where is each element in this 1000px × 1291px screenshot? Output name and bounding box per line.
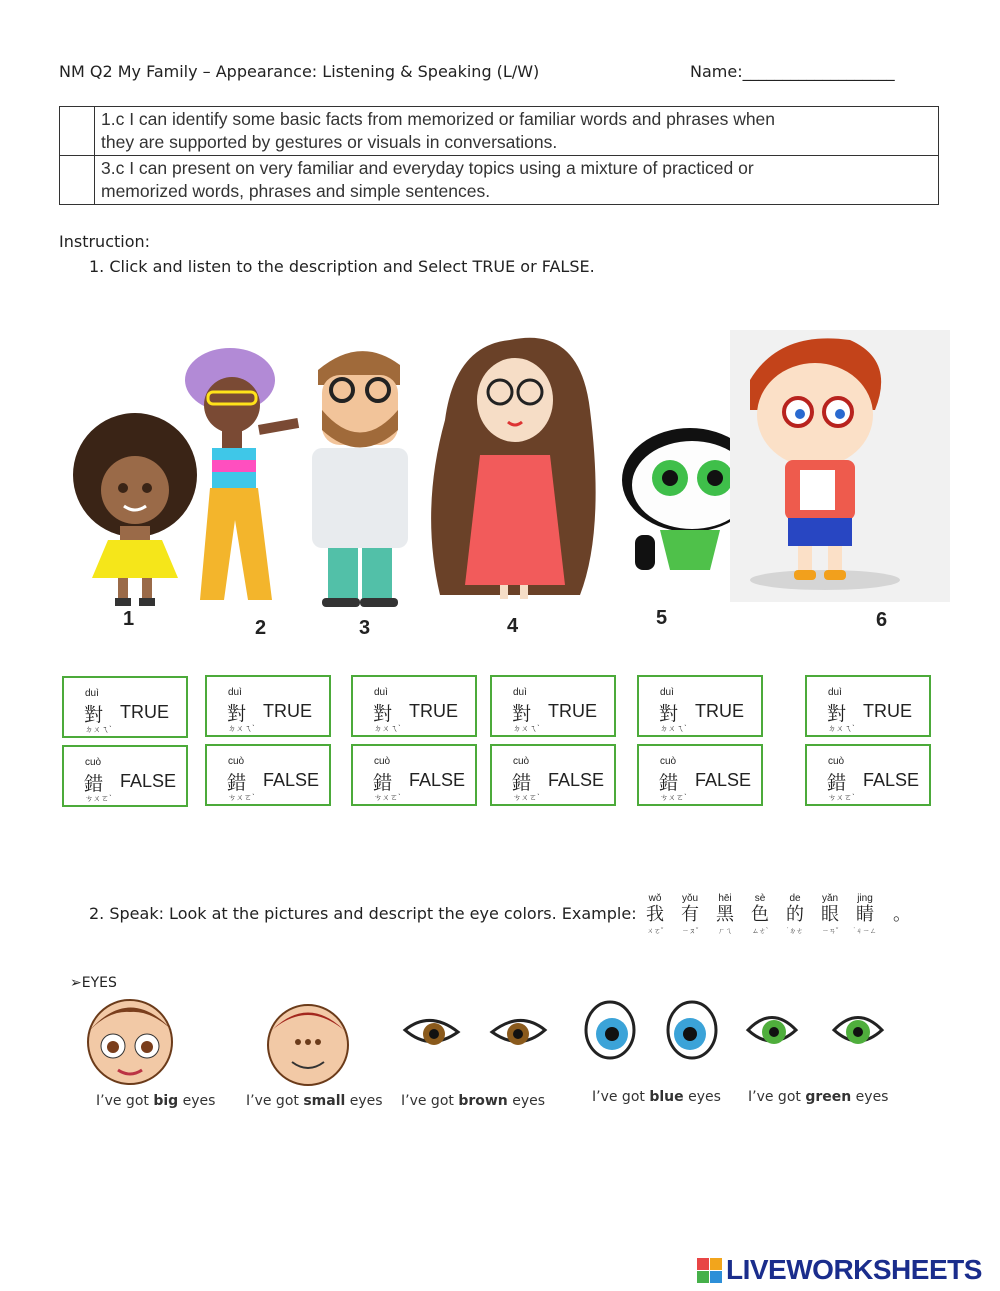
pinyin: duì [660, 687, 674, 698]
big-eyes-face [88, 1000, 172, 1084]
pinyin: duì [828, 687, 842, 698]
zhuyin: ㄉㄨㄟˋ [374, 724, 401, 733]
caption-text: eyes [178, 1093, 216, 1109]
statement-line: they are supported by gestures or visuals in conversations. [101, 132, 558, 152]
statement-line: 3.c I can present on very familiar and everyday topics using a mixture of practiced or [101, 158, 754, 178]
example-word [748, 893, 772, 936]
pinyin: cuò [85, 757, 102, 768]
false-option-1[interactable] [62, 745, 188, 807]
hanzi: 眼 [821, 904, 839, 925]
zhuyin: ˙ㄐㄧㄥ [853, 928, 877, 935]
pinyin: duì [228, 687, 242, 698]
eyes-heading: ➢EYES [70, 975, 117, 991]
zhuyin: ㄘㄨㄛˋ [660, 793, 687, 802]
true-option-1[interactable] [62, 676, 188, 738]
can-do-row [60, 107, 939, 156]
zhuyin: ㄉㄨㄟˋ [513, 724, 540, 733]
false-option-3[interactable] [351, 744, 477, 806]
hanzi: 對 [659, 703, 679, 725]
pinyin: cuò [828, 756, 845, 767]
logo-tiles-icon [697, 1258, 722, 1283]
false-label: FALSE [695, 770, 752, 790]
character-3-figure [312, 351, 408, 607]
zhuyin: ㄉㄨㄟˋ [828, 724, 855, 733]
eye-caption-blue [592, 1089, 721, 1105]
false-option-6[interactable] [805, 744, 931, 806]
example-word [783, 893, 807, 936]
hanzi: 錯 [659, 772, 679, 794]
true-label: TRUE [263, 701, 312, 721]
characters-illustration [60, 330, 955, 630]
statement-line: memorized words, phrases and simple sentences. [101, 181, 491, 201]
instruction-step-2: 2. Speak: Look at the pictures and descript the eye colors. Example: [89, 904, 637, 923]
zhuyin: ㄉㄨㄟˋ [228, 724, 255, 733]
figure-number: 1 [123, 608, 135, 630]
can-do-check-cell[interactable] [60, 107, 95, 156]
hanzi: 錯 [512, 772, 532, 794]
name-field[interactable]: Name:___________________ [690, 62, 895, 81]
sentence-end-mark: 。 [893, 904, 911, 924]
true-label: TRUE [863, 701, 912, 721]
zhuyin: ㄘㄨㄛˋ [374, 793, 401, 802]
instruction-step-1: 1. Click and listen to the description and Select TRUE or FALSE. [89, 257, 595, 276]
hanzi: 有 [681, 904, 699, 925]
can-do-statement [95, 107, 939, 156]
can-do-table [59, 106, 939, 205]
caption-text: eyes [851, 1089, 889, 1105]
pinyin: cuò [228, 756, 245, 767]
caption-text: I’ve got [96, 1093, 154, 1109]
false-label: FALSE [863, 770, 920, 790]
can-do-statement [95, 156, 939, 205]
true-option-6[interactable] [805, 675, 931, 737]
zhuyin: ㄘㄨㄛˋ [828, 793, 855, 802]
zhuyin: ㄏㄟ [718, 928, 732, 935]
pinyin: yǎn [821, 893, 839, 904]
example-word [678, 893, 702, 936]
hanzi: 錯 [373, 772, 393, 794]
statement-line: 1.c I can identify some basic facts from memorized or familiar words and phrases when [101, 109, 776, 129]
hanzi: 對 [227, 703, 247, 725]
pinyin: de [789, 893, 801, 904]
pinyin: cuò [374, 756, 391, 767]
instruction-label: Instruction: [59, 232, 151, 251]
hanzi: 色 [751, 904, 769, 925]
zhuyin: ㄘㄨㄛˋ [85, 794, 112, 803]
false-label: FALSE [548, 770, 605, 790]
pinyin: duì [374, 687, 388, 698]
pinyin: hēi [718, 893, 732, 904]
caption-text: I’ve got [748, 1089, 806, 1105]
true-option-3[interactable] [351, 675, 477, 737]
example-word [643, 893, 667, 936]
figure-number: 2 [255, 617, 267, 639]
zhuyin: ㄘㄨㄛˋ [228, 793, 255, 802]
character-4-figure [431, 338, 596, 599]
zhuyin: ㄙㄜˋ [751, 928, 769, 935]
can-do-row [60, 156, 939, 205]
character-2-figure [185, 348, 299, 600]
true-label: TRUE [548, 701, 597, 721]
hanzi: 錯 [827, 772, 847, 794]
eye-caption-green [748, 1089, 888, 1105]
true-option-5[interactable] [637, 675, 763, 737]
hanzi: 對 [512, 703, 532, 725]
caption-text: I’ve got [592, 1089, 650, 1105]
caption-text: I’ve got [246, 1093, 304, 1109]
pinyin: cuò [660, 756, 677, 767]
zhuyin: ㄘㄨㄛˋ [513, 793, 540, 802]
pinyin: wǒ [648, 893, 662, 904]
false-option-4[interactable] [490, 744, 616, 806]
figure-number: 6 [876, 609, 888, 631]
figure-number: 4 [507, 615, 519, 637]
eye-caption-big [96, 1093, 215, 1109]
caption-keyword: big [153, 1093, 179, 1109]
hanzi: 黑 [716, 904, 734, 925]
can-do-check-cell[interactable] [60, 156, 95, 205]
zhuyin: ㄧㄡˇ [681, 928, 699, 935]
pinyin: yǒu [681, 893, 699, 904]
true-option-4[interactable] [490, 675, 616, 737]
green-eyes-pair [748, 1018, 882, 1045]
pinyin: duì [513, 687, 527, 698]
eyes-illustration [80, 990, 900, 1090]
small-eyes-face [268, 1005, 348, 1085]
figure-number: 5 [656, 607, 668, 629]
brown-eyes-pair [405, 1020, 545, 1045]
true-label: TRUE [120, 702, 169, 722]
false-option-5[interactable] [637, 744, 763, 806]
caption-keyword: green [805, 1089, 852, 1105]
hanzi: 對 [827, 703, 847, 725]
hanzi: 對 [373, 703, 393, 725]
zhuyin: ㄨㄛˇ [646, 928, 664, 935]
pinyin: cuò [513, 756, 530, 767]
character-1-figure [73, 413, 197, 606]
eye-caption-small [246, 1093, 383, 1109]
caption-keyword: blue [649, 1089, 684, 1105]
logo-text: LIVEWORKSHEETS [726, 1254, 982, 1285]
caption-text: eyes [507, 1093, 546, 1109]
blue-eyes-pair [586, 1002, 716, 1058]
eye-caption-brown [401, 1093, 545, 1109]
pinyin: duì [85, 688, 99, 699]
false-label: FALSE [409, 770, 466, 790]
pinyin: sè [754, 893, 766, 904]
false-label: FALSE [120, 771, 177, 791]
false-label: FALSE [263, 770, 320, 790]
example-word [713, 893, 737, 936]
false-option-2[interactable] [205, 744, 331, 806]
zhuyin: ˙ㄉㄜ [786, 928, 804, 935]
worksheet-title: NM Q2 My Family – Appearance: Listening & Speaking (L/W) [59, 62, 540, 81]
caption-text: eyes [683, 1089, 721, 1105]
hanzi: 錯 [227, 772, 247, 794]
hanzi: 睛 [856, 904, 874, 925]
liveworksheets-logo [697, 1255, 982, 1285]
example-word [853, 893, 877, 936]
zhuyin: ㄉㄨㄟˋ [660, 724, 687, 733]
hanzi: 對 [84, 704, 104, 726]
example-word [818, 893, 842, 936]
true-label: TRUE [409, 701, 458, 721]
true-option-2[interactable] [205, 675, 331, 737]
zhuyin: ㄧㄢˇ [821, 928, 839, 935]
hanzi: 的 [786, 904, 804, 925]
zhuyin: ㄉㄨㄟˋ [85, 725, 112, 734]
caption-keyword: small [303, 1093, 346, 1109]
caption-keyword: brown [458, 1093, 508, 1109]
character-6-figure [730, 330, 950, 602]
hanzi: 錯 [84, 773, 104, 795]
figure-number: 3 [359, 617, 371, 639]
pinyin: jing [857, 893, 873, 904]
true-label: TRUE [695, 701, 744, 721]
caption-text: I’ve got [401, 1093, 459, 1109]
caption-text: eyes [345, 1093, 383, 1109]
hanzi: 我 [646, 904, 664, 925]
